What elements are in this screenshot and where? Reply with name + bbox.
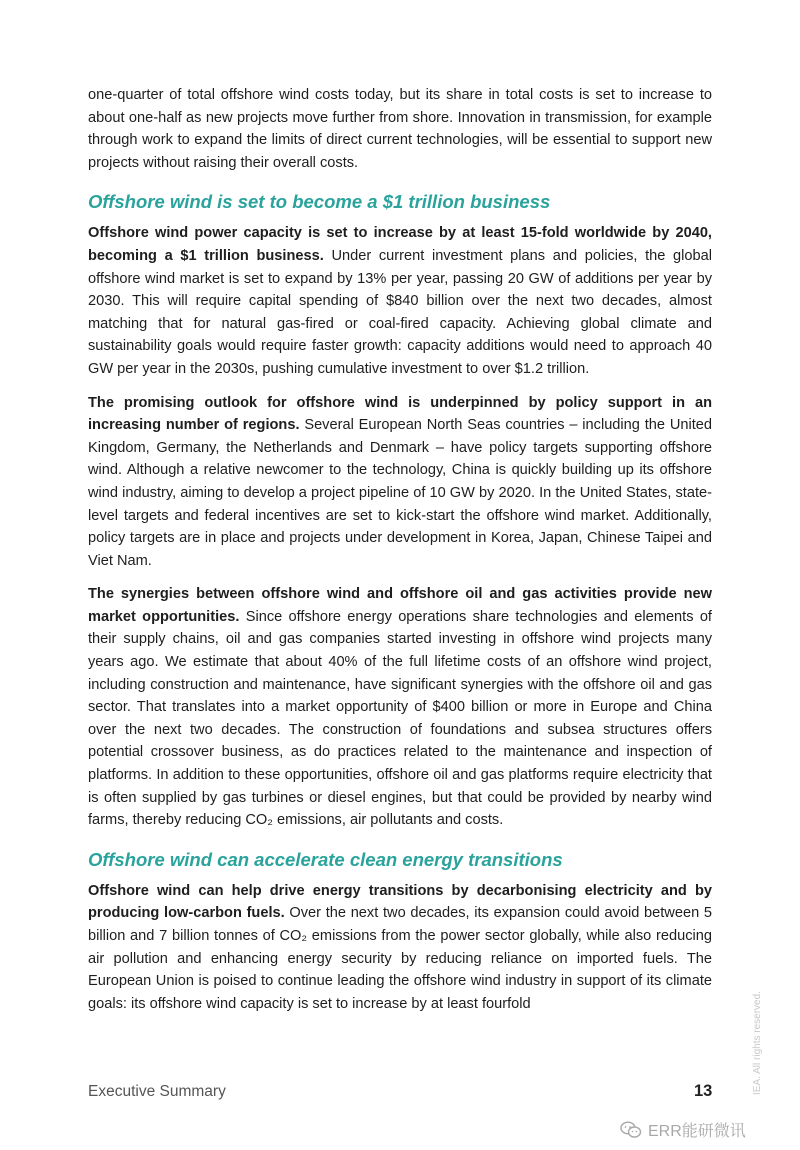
paragraph-lead: Offshore wind power capacity is set to increase by at least 15-fold worldwide by 2040, becoming a $1 trillion business.	[88, 225, 712, 264]
paragraph-capacity-growth	[88, 222, 712, 380]
paragraph-lead: The synergies between offshore wind and offshore oil and gas activities provide new market opportunities.	[88, 586, 712, 625]
section-heading-clean-energy: Offshore wind can accelerate clean energy transitions	[88, 848, 563, 870]
paragraph-lead: Offshore wind can help drive energy transitions by decarbonising electricity and by producing low-carbon fuels.	[88, 882, 712, 922]
page-content	[88, 84, 712, 1026]
paragraph-decarbonising	[88, 880, 712, 1016]
footer-label: Executive Summary	[88, 1083, 226, 1100]
rights-notice: IEA. All rights reserved.	[752, 991, 763, 1095]
paragraph-body: Over the next two decades, its expansion could avoid between 5 billion and 7 billion tonnes of CO₂ emissions from the power sector globally, while also reducing air pollution and enhancing energy security by reducing reliance on imported fuels. The European Union is poised to continue leading the offshore wind industry in support of its climate goals: its offshore wind capacity is set to increase by at least fourfold	[88, 905, 712, 1012]
paragraph-policy-support	[88, 392, 712, 573]
paragraph-body: Under current investment plans and policies, the global offshore wind market is set to expand by 13% per year, passing 20 GW of additions per year by 2030. This will require capital spending of $840 billion over the next two decades, almost matching that for natural gas-fired or coal-fired capacity. Achieving global climate and sustainability goals would require faster growth: capacity additions would need to approach 40 GW per year in the 2030s, pushing cumulative investment to over $1.2 trillion.	[88, 247, 712, 377]
paragraph-body: Since offshore energy operations share technologies and elements of their supply chains, oil and gas companies started investing in offshore wind projects many years ago. We estimate that about 40% of the full lifetime costs of an offshore wind project, including construction and maintenance, have significant synergies with the offshore oil and gas sector. That translates into a market opportunity of $400 billion or more in Europe and China over the next two decades. The construction of foundations and subsea structures offers potential crossover business, as do practices related to the maintenance and inspection of platforms. In addition to these opportunities, offshore oil and gas platforms require electricity that is often supplied by gas turbines or diesel engines, but that could be provided by nearby wind farms, thereby reducing CO₂ emissions, air pollutants and costs.	[88, 608, 712, 829]
watermark-text: ERR能研微讯	[648, 1123, 746, 1140]
watermark	[620, 1118, 746, 1141]
paragraph-lead: The promising outlook for offshore wind is underpinned by policy support in an increasing number of regions.	[88, 394, 712, 434]
page-number: 13	[694, 1082, 713, 1100]
section-heading-trillion-business: Offshore wind is set to become a $1 trillion business	[88, 191, 551, 213]
paragraph-oil-gas-synergies	[88, 583, 712, 832]
intro-paragraph: one-quarter of total offshore wind costs today, but its share in total costs is set to increase to about one-half as new projects move further from shore. Innovation in transmission, for example through work to expand the limits of direct current technologies, will be essential to support new projects without raising their overall costs.	[88, 87, 712, 171]
wechat-icon	[620, 1121, 642, 1139]
paragraph-body: Several European North Seas countries – including the United Kingdom, Germany, the Netherlands and Denmark – have policy targets supporting offshore wind. Although a relative newcomer to the technology, China is quickly building up its offshore wind industry, aiming to develop a project pipeline of 10 GW by 2020. In the United States, state-level targets and federal incentives are set to kick-start the offshore wind market. Additionally, policy targets are in place and projects under development in Korea, Japan, Chinese Taipei and Viet Nam.	[88, 417, 713, 569]
